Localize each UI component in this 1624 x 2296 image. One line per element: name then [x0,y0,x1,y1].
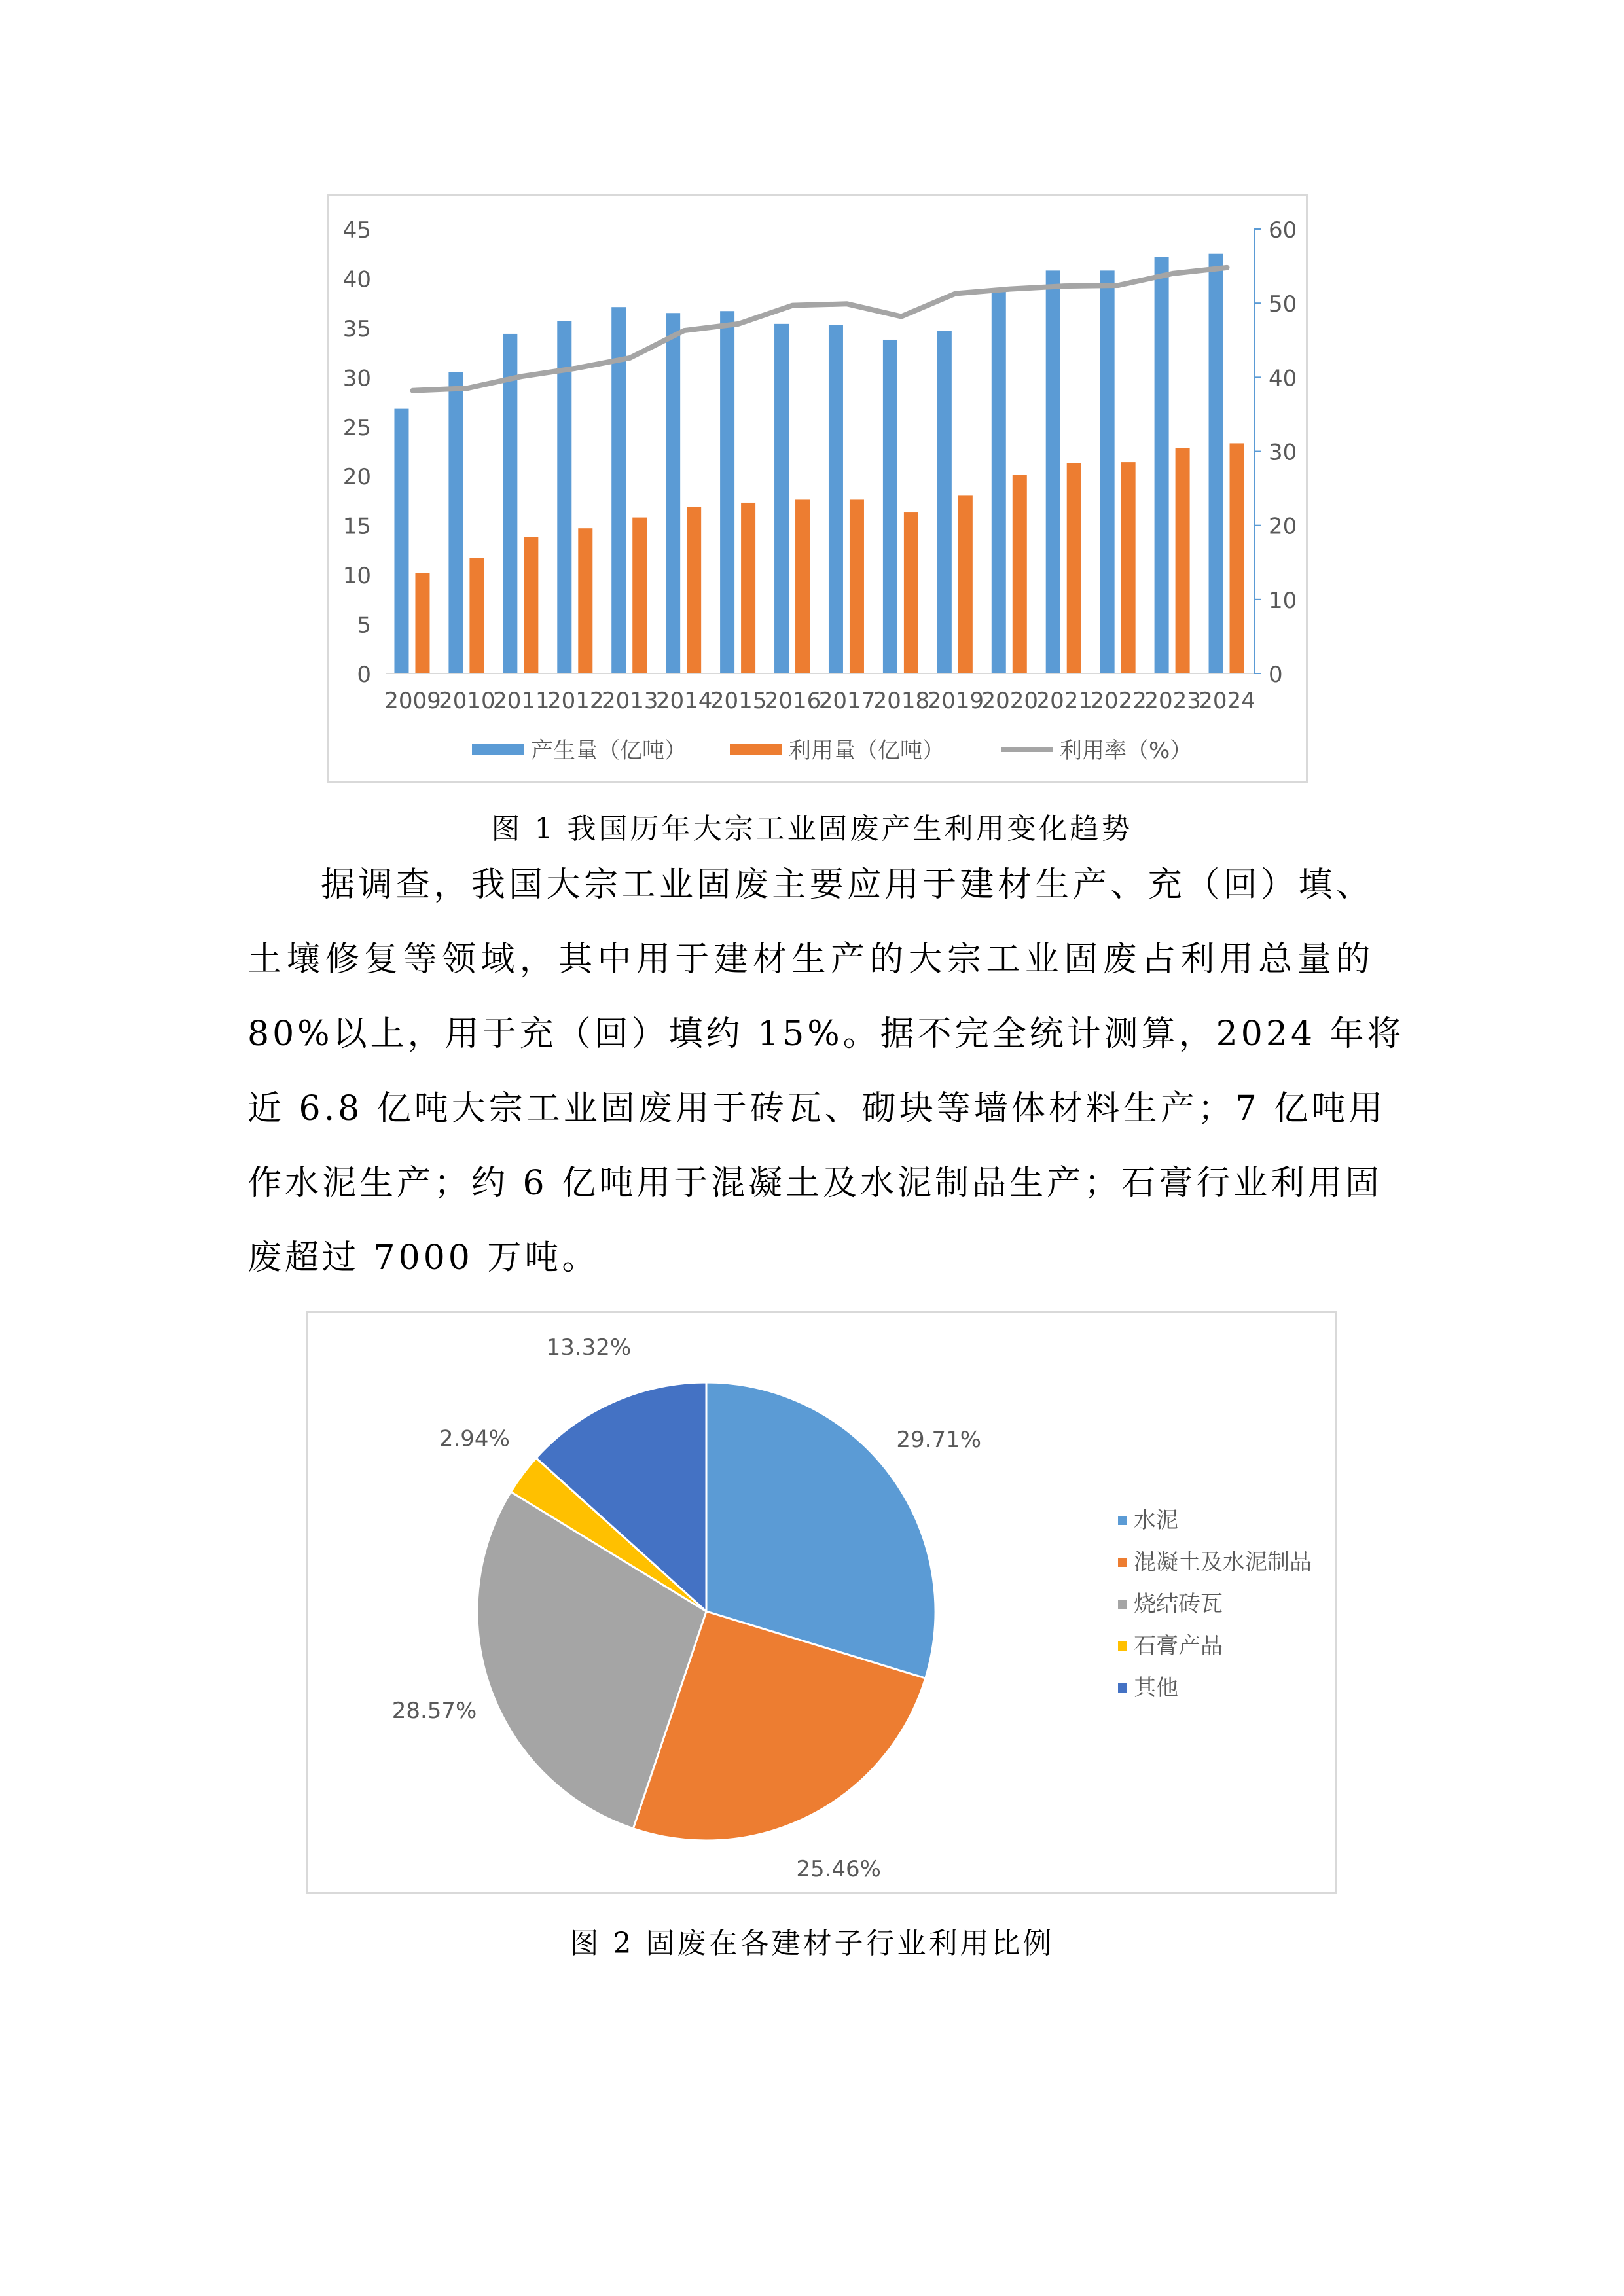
legend-label: 水泥 [1134,1507,1178,1534]
bar [741,503,755,673]
y-tick-label-left: 0 [357,662,371,688]
pie-data-label: 13.32% [546,1335,632,1361]
y-tick-label-left: 35 [342,315,371,342]
bar-chart-container [327,194,1308,783]
y-tick-label-left: 45 [342,217,371,243]
bar [937,331,952,673]
pie-data-label: 2.94% [439,1426,510,1452]
legend-label: 石膏产品 [1134,1633,1223,1659]
paragraph-line: 土壤修复等领域，其中用于建材生产的大宗工业固废占利用总量的 [247,940,1373,979]
legend-label: 烧结砖瓦 [1134,1591,1223,1617]
bar [774,324,789,673]
x-tick-label: 2012 [547,688,604,714]
legend-label: 其他 [1134,1675,1178,1701]
x-tick-label: 2020 [981,688,1039,714]
legend-swatch [1118,1516,1127,1525]
x-tick-label: 2018 [873,688,930,714]
x-tick-label: 2014 [655,688,713,714]
y-tick-label-left: 25 [342,414,371,441]
y-tick-label-right: 60 [1269,217,1297,243]
paragraph-line: 作水泥生产；约 6 亿吨用于混凝土及水泥制品生产；石膏行业利用固 [247,1164,1383,1203]
y-tick-label-right: 50 [1269,291,1297,318]
bar [394,409,408,673]
bar-line-chart [329,196,1306,781]
pie-chart-container [306,1311,1337,1894]
legend-label: 产生量（亿吨） [531,738,687,764]
legend-label: 混凝土及水泥制品 [1134,1549,1312,1575]
y-tick-label-left: 5 [357,612,371,639]
bar [795,499,810,673]
paragraph-line: 近 6.8 亿吨大宗工业固废用于砖瓦、砌块等墙体材料生产；7 亿吨用 [247,1089,1386,1128]
figure-1-caption: 图 1 我国历年大宗工业固废产生利用变化趋势 [491,812,1133,846]
bar [1046,270,1060,673]
pie-data-label: 29.71% [896,1426,982,1453]
bar [992,291,1006,673]
x-tick-label: 2022 [1090,688,1147,714]
bar [720,311,734,673]
body-paragraph [247,848,1405,1295]
pie-data-label: 25.46% [796,1856,881,1883]
bar [1013,475,1027,673]
legend-swatch [730,744,782,755]
x-tick-label: 2023 [1144,688,1201,714]
legend-swatch [1118,1600,1127,1609]
bar [1155,257,1169,673]
paragraph-line: 据调查，我国大宗工业固废主要应用于建材生产、充（回）填、 [321,865,1373,905]
bar [524,537,538,673]
bar [687,507,701,673]
y-tick-label-right: 40 [1269,365,1297,392]
bar [1209,254,1223,673]
paragraph-line: 80%以上，用于充（回）填约 15%。据不完全统计测算，2024 年将 [247,1014,1405,1054]
y-tick-label-left: 40 [342,266,371,293]
bar [632,518,647,673]
figure-2-caption: 图 2 固废在各建材子行业利用比例 [569,1927,1055,1960]
bar [1100,270,1115,673]
paragraph-line: 废超过 7000 万吨。 [247,1238,600,1278]
bar [1121,462,1136,673]
bar [503,334,517,673]
legend-label: 利用率（%） [1060,738,1193,764]
x-tick-label: 2017 [818,688,876,714]
bar [578,528,592,673]
y-tick-label-left: 30 [342,365,371,392]
x-tick-label: 2013 [601,688,659,714]
legend-swatch [1118,1558,1127,1567]
bar [904,512,918,673]
x-tick-label: 2021 [1036,688,1092,714]
y-tick-label-left: 20 [342,464,371,491]
pie-chart [308,1313,1335,1892]
bar [666,313,680,673]
x-tick-label: 2010 [439,688,496,714]
bar [883,340,897,673]
y-tick-label-right: 20 [1269,513,1297,540]
bar [850,499,864,673]
bar [1230,443,1244,673]
y-tick-label-left: 10 [342,563,371,590]
legend-swatch [1118,1641,1127,1651]
y-tick-label-right: 30 [1269,439,1297,466]
bar [1176,448,1190,673]
bar [448,372,463,673]
legend-swatch [472,744,524,755]
x-tick-label: 2015 [710,688,767,714]
x-tick-label: 2016 [764,688,821,714]
bar [829,325,843,673]
x-tick-label: 2011 [493,688,550,714]
y-tick-label-right: 0 [1269,662,1283,688]
bar [958,495,973,673]
pie-data-label: 28.57% [391,1697,477,1724]
x-tick-label: 2024 [1199,688,1255,714]
x-tick-label: 2019 [927,688,984,714]
y-tick-label-right: 10 [1269,587,1297,614]
legend-label: 利用量（亿吨） [789,738,945,764]
x-tick-label: 2009 [384,688,441,714]
bar [557,321,571,673]
bar [415,573,429,673]
legend-swatch [1118,1683,1127,1693]
y-tick-label-left: 15 [342,513,371,540]
bar [1067,463,1081,673]
bar [469,558,484,673]
